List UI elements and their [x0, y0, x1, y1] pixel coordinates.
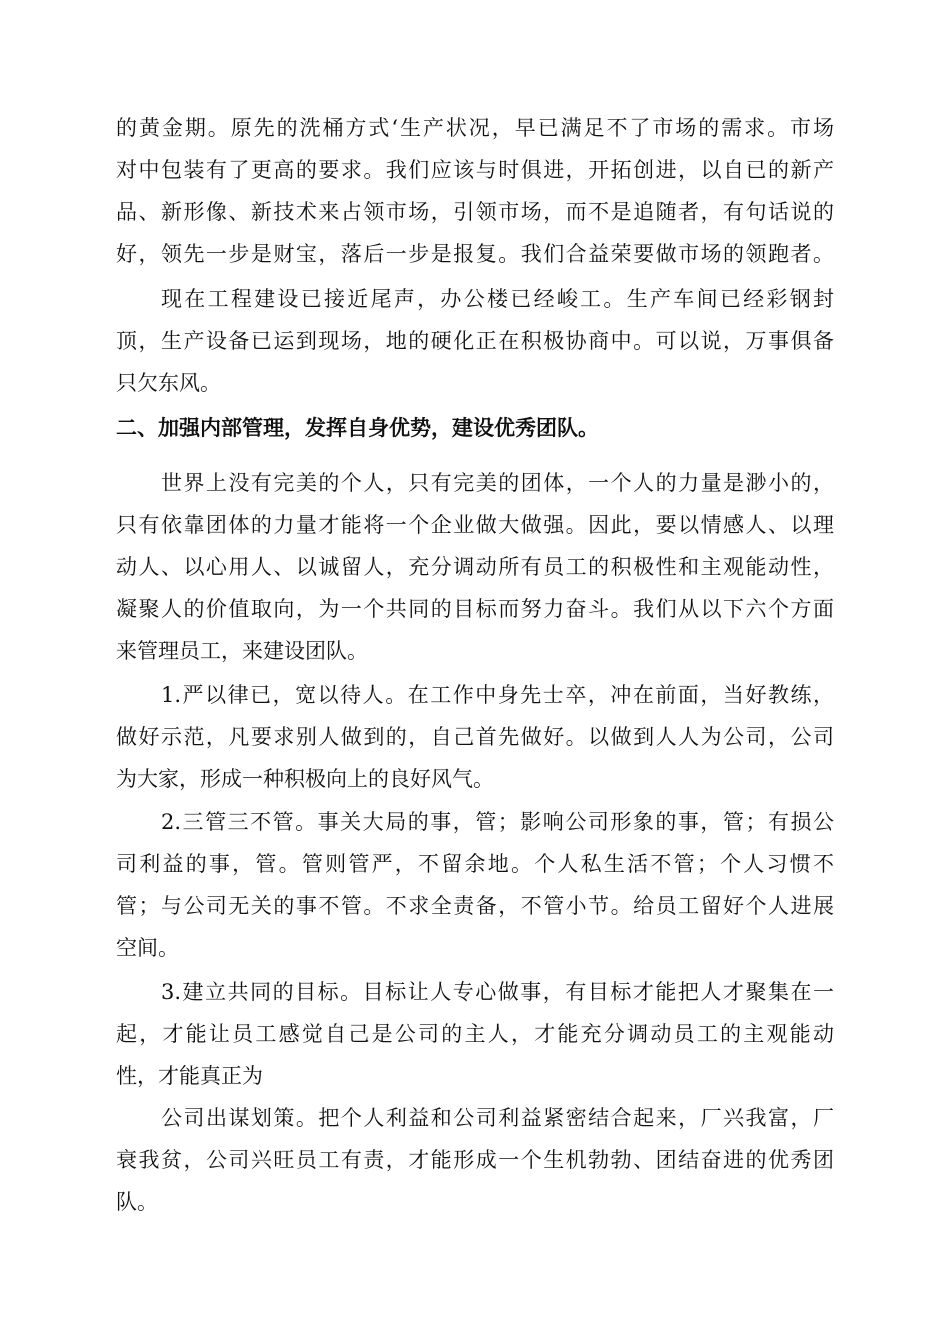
text-line: 做好示范，凡要求别人做到的，自己首先做好。以做到人人为公司，公司	[116, 725, 834, 749]
text-line: 衰我贫，公司兴旺员工有责，才能形成一个生机勃勃、团结奋进的优秀团	[116, 1148, 834, 1172]
text-line: 对中包装有了更高的要求。我们应该与时俱进，开拓创进，以自已的新产	[116, 158, 834, 182]
text-line: 的黄金期。原先的洗桶方式‘生产状况，早已满足不了市场的需求。市场	[116, 116, 834, 140]
text-line: 品、新形像、新技术来占领市场，引领市场，而不是追随者，有句话说的	[116, 200, 834, 224]
text-line: 2.三管三不管。事关大局的事，管；影响公司形象的事，管；有损公	[161, 810, 834, 834]
heading-text: 二、加强内部管理，发挥自身优势，建设优秀团队。	[116, 416, 599, 440]
text-line: 队。	[116, 1190, 158, 1214]
text-line: 司利益的事，管。管则管严，不留余地。个人私生活不管；个人习惯不	[116, 852, 834, 876]
text-line: 动人、以心用人、以诚留人，充分调动所有员工的积极性和主观能动性，	[116, 555, 834, 579]
text-line: 好，领先一步是财宝，落后一步是报复。我们合益荣要做市场的领跑者。	[116, 242, 834, 266]
text-line: 管；与公司无关的事不管。不求全责备，不管小节。给员工留好个人进展	[116, 894, 834, 918]
text-line: 世界上没有完美的个人，只有完美的团体，一个人的力量是渺小的，	[161, 471, 834, 495]
text-line: 公司出谋划策。把个人利益和公司利益紧密结合起来，厂兴我富，厂	[161, 1106, 834, 1130]
list-item-1	[116, 674, 834, 800]
text-line: 为大家，形成一种积极向上的良好风气。	[116, 767, 494, 791]
list-item-2	[116, 801, 834, 969]
text-line: 只欠东风。	[116, 371, 221, 395]
text-line: 顶，生产设备已运到现场，地的硬化正在积极协商中。可以说，万事俱备	[116, 329, 834, 353]
paragraph-construction-status	[116, 278, 834, 404]
paragraph-golden-period	[116, 107, 834, 275]
text-line: 起，才能让员工感觉自己是公司的主人，才能充分调动员工的主观能动	[116, 1022, 834, 1046]
text-line: 只有依靠团体的力量才能将一个企业做大做强。因此，要以情感人、以理	[116, 513, 834, 537]
text-line: 凝聚人的价值取向，为一个共同的目标而努力奋斗。我们从以下六个方面	[116, 597, 834, 621]
paragraph-continuation	[116, 1097, 834, 1223]
text-line: 现在工程建设已接近尾声，办公楼已经峻工。生产车间已经彩钢封	[161, 287, 834, 311]
text-line: 性，才能真正为	[116, 1064, 263, 1088]
text-line: 3.建立共同的目标。目标让人专心做事，有目标才能把人才聚集在一	[161, 980, 834, 1004]
text-line: 1.严以律已，宽以待人。在工作中身先士卒，冲在前面，当好教练，	[161, 683, 834, 707]
text-line: 空间。	[116, 936, 179, 960]
paragraph-team-building	[116, 462, 834, 672]
text-line: 来管理员工，来建设团队。	[116, 639, 368, 663]
section-heading	[116, 407, 834, 449]
list-item-3	[116, 971, 834, 1097]
